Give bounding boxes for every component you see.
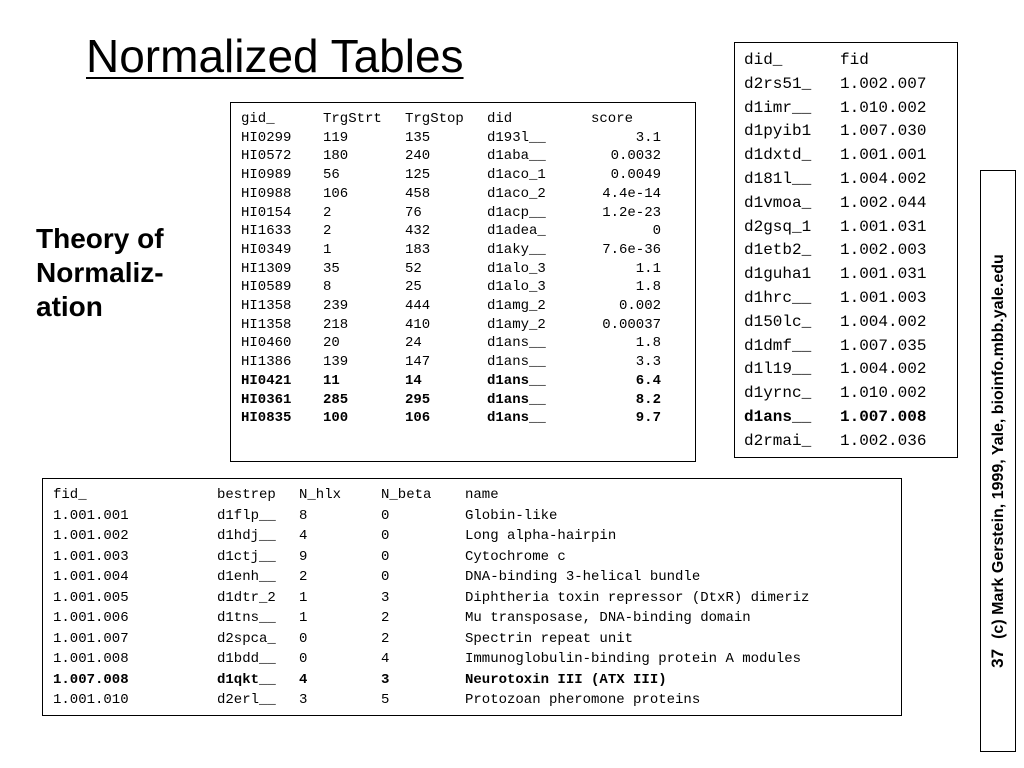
table-cell: d1flp__ — [217, 507, 276, 524]
table-cell: d1ans__ — [487, 372, 546, 389]
table-cell: 1.004.002 — [840, 312, 927, 331]
table-cell: d1ans__ — [487, 354, 546, 371]
table-cell: 14 — [405, 372, 422, 389]
table-cell: 1.007.035 — [840, 336, 927, 355]
table-cell: 135 — [405, 129, 431, 146]
table-cell: d1l19__ — [744, 360, 812, 379]
table-cell: 0.0032 — [610, 148, 661, 165]
table-cell: 1.004.002 — [840, 169, 927, 188]
table-row — [744, 430, 948, 454]
table-cell: HI0349 — [241, 241, 292, 258]
table-row — [241, 204, 685, 223]
slide-number: 37 — [988, 648, 1007, 668]
table-cell: 1.001.031 — [840, 217, 927, 236]
table-cell: Globin-like — [465, 507, 558, 524]
table-cell: d1ans__ — [744, 407, 812, 426]
table-cell: 3.3 — [635, 354, 661, 371]
table-row — [241, 278, 685, 297]
table-cell: d1alo_3 — [487, 260, 546, 277]
table-row — [241, 260, 685, 279]
section-heading — [36, 222, 164, 324]
table-cell: 139 — [323, 354, 349, 371]
table-cell: 100 — [323, 410, 349, 427]
table-cell: 1.001.002 — [53, 528, 129, 544]
table-cell: 7.6e-36 — [602, 241, 661, 258]
table-row — [744, 216, 948, 240]
table-cell: 8 — [299, 507, 308, 524]
table-cell: HI1358 — [241, 298, 292, 315]
table-cell: 35 — [323, 260, 340, 277]
table-cell: 24 — [405, 335, 422, 352]
table-cell: 8.2 — [635, 391, 661, 408]
section-heading-line: ation — [36, 291, 103, 322]
column-header: name — [465, 487, 499, 503]
table-cell: 8 — [323, 279, 332, 296]
table-row — [53, 588, 891, 609]
table-cell: 1.002.007 — [840, 74, 927, 93]
table-cell: 1.001.004 — [53, 569, 129, 585]
table-cell: d2rs51_ — [744, 74, 812, 93]
table-row — [53, 670, 891, 691]
table-cell: 1.001.007 — [53, 630, 129, 647]
table-cell: 218 — [323, 316, 349, 333]
column-header: score — [591, 111, 634, 127]
table-cell: 0 — [381, 507, 390, 524]
table-cell: d1qkt__ — [217, 671, 276, 688]
section-heading-line: Normaliz- — [36, 257, 164, 288]
table-cell: 458 — [405, 185, 431, 202]
table-cell: 0.0049 — [610, 167, 661, 184]
table-cell: d1aco_2 — [487, 185, 546, 202]
table-cell: 1.001.003 — [53, 548, 129, 565]
table-row — [241, 372, 685, 391]
table-cell: d1hrc__ — [744, 288, 812, 307]
column-header: gid_ — [241, 111, 275, 127]
table-cell: 125 — [405, 167, 431, 184]
table-row — [744, 168, 948, 192]
table-cell: 1 — [323, 241, 332, 258]
table-cell: 1.8 — [635, 279, 661, 296]
table-row — [53, 629, 891, 650]
table-row — [744, 73, 948, 97]
table-row — [241, 166, 685, 185]
slide-title: Normalized Tables — [86, 30, 464, 82]
table-cell: d193l__ — [487, 129, 546, 146]
table-row — [53, 526, 891, 547]
table-cell: d1ans__ — [487, 335, 546, 352]
table-row — [241, 409, 685, 428]
table-cell: HI0460 — [241, 335, 292, 352]
table-cell: d1aco_1 — [487, 167, 546, 184]
table-cell: HI0589 — [241, 279, 292, 296]
table-cell: d1ans__ — [487, 410, 546, 427]
table-cell: d1dtr_2 — [217, 589, 276, 606]
table-cell: 285 — [323, 391, 349, 408]
table-cell: HI0989 — [241, 167, 292, 184]
table-cell: d1ctj__ — [217, 548, 276, 565]
table-cell: 1.007.030 — [840, 122, 927, 141]
table-row — [53, 567, 891, 588]
table-row — [53, 506, 891, 527]
table-cell: 3 — [381, 671, 390, 688]
table-row — [744, 406, 948, 430]
table-cell: 4 — [381, 651, 390, 667]
table-cell: Mu transposase, DNA-binding domain — [465, 610, 751, 626]
table-cell: 183 — [405, 241, 431, 258]
table-cell: 1.007.008 — [53, 671, 129, 688]
table-cell: d1dxtd_ — [744, 146, 812, 165]
table-row — [241, 334, 685, 353]
table-cell: d150lc_ — [744, 312, 812, 331]
column-header: N_hlx — [299, 487, 342, 503]
table-row — [241, 391, 685, 410]
table-cell: DNA-binding 3-helical bundle — [465, 569, 701, 585]
table-row — [241, 297, 685, 316]
table-cell: 1.001.031 — [840, 265, 927, 284]
table-cell: d1dmf__ — [744, 336, 812, 355]
table-cell: d1hdj__ — [217, 528, 276, 544]
table-cell: d1ans__ — [487, 391, 546, 408]
domain-fid-table — [734, 42, 958, 458]
table-row — [744, 311, 948, 335]
table-cell: d1pyib1 — [744, 122, 812, 141]
table-cell: d2gsq_1 — [744, 217, 812, 236]
table-cell: 52 — [405, 260, 422, 277]
table-cell: d2erl__ — [217, 692, 276, 708]
table-cell: HI0835 — [241, 410, 292, 427]
table-cell: 6.4 — [635, 372, 661, 389]
table-cell: 1.001.010 — [53, 692, 129, 708]
table-cell: HI0988 — [241, 185, 292, 202]
table-cell: 240 — [405, 148, 431, 165]
table-cell: 239 — [323, 298, 349, 315]
table-cell: HI0572 — [241, 148, 292, 165]
table-cell: 9.7 — [635, 410, 661, 427]
table-cell: 5 — [381, 692, 390, 708]
table-cell: 3 — [381, 589, 390, 606]
table-cell: 1.001.008 — [53, 651, 129, 667]
table-cell: 119 — [323, 129, 349, 146]
table-cell: 0 — [652, 223, 661, 240]
table-cell: 106 — [323, 185, 349, 202]
table-cell: 3 — [299, 692, 308, 708]
table-cell: 1.001.001 — [840, 146, 927, 165]
table-row — [744, 120, 948, 144]
table-cell: 295 — [405, 391, 431, 408]
table-cell: 1.002.036 — [840, 431, 927, 450]
column-header: fid_ — [53, 487, 87, 503]
table-cell: 1.007.008 — [840, 407, 927, 426]
table-cell: HI0421 — [241, 372, 292, 389]
hits-table — [230, 102, 696, 462]
table-row — [744, 192, 948, 216]
table-cell: d181l__ — [744, 169, 812, 188]
table-cell: 1.001.001 — [53, 507, 129, 524]
column-header: did — [487, 111, 513, 127]
table-cell: d1aba__ — [487, 148, 546, 165]
table-cell: 0 — [299, 630, 308, 647]
table-cell: 1.001.003 — [840, 288, 927, 307]
table-cell: 1.010.002 — [840, 98, 927, 117]
credit-sidebar — [980, 170, 1016, 752]
table-cell: 0 — [381, 548, 390, 565]
table-cell: 444 — [405, 298, 431, 315]
table-cell: 1.001.006 — [53, 610, 129, 626]
table-cell: 3.1 — [635, 129, 661, 146]
table-header-row — [53, 485, 891, 506]
table-cell: 11 — [323, 372, 340, 389]
table-cell: 0.002 — [618, 298, 661, 315]
table-cell: Protozoan pheromone proteins — [465, 692, 701, 708]
table-row — [53, 547, 891, 568]
table-cell: 2 — [381, 630, 390, 647]
table-row — [744, 382, 948, 406]
table-cell: 25 — [405, 279, 422, 296]
table-row — [744, 239, 948, 263]
column-header: fid — [840, 51, 869, 69]
table-row — [241, 185, 685, 204]
table-cell: d1amy_2 — [487, 316, 546, 333]
table-cell: 2 — [299, 569, 308, 585]
table-row — [744, 358, 948, 382]
table-cell: 4.4e-14 — [602, 185, 661, 202]
credit-line: (c) Mark Gerstein, 1999, Yale, bioinfo.mbb.yale.edu — [990, 254, 1007, 639]
table-row — [53, 690, 891, 711]
table-cell: 56 — [323, 167, 340, 184]
table-cell: 1 — [299, 589, 308, 606]
table-cell: Cytochrome c — [465, 548, 566, 565]
table-row — [744, 263, 948, 287]
table-row — [241, 353, 685, 372]
column-header: did_ — [744, 51, 783, 69]
table-cell: HI0154 — [241, 204, 292, 221]
table-cell: d1enh__ — [217, 569, 276, 585]
table-cell: Diphtheria toxin repressor (DtxR) dimeriz — [465, 589, 810, 606]
table-cell: 4 — [299, 671, 308, 688]
table-row — [744, 335, 948, 359]
table-cell: d1guha1 — [744, 265, 812, 284]
table-cell: 1.004.002 — [840, 360, 927, 379]
table-row — [241, 316, 685, 335]
table-cell: d1bdd__ — [217, 651, 276, 667]
table-cell: 147 — [405, 354, 431, 371]
table-cell: d2spca_ — [217, 630, 276, 647]
table-cell: d1adea_ — [487, 223, 546, 240]
table-cell: d1tns__ — [217, 610, 276, 626]
table-cell: d1vmoa_ — [744, 193, 812, 212]
table-row — [744, 97, 948, 121]
table-header-row — [241, 110, 685, 129]
table-cell: 0 — [381, 569, 390, 585]
column-header: N_beta — [381, 487, 432, 503]
table-cell: 432 — [405, 223, 431, 240]
table-cell: 106 — [405, 410, 431, 427]
table-cell: 2 — [323, 223, 332, 240]
table-cell: 1.002.003 — [840, 241, 927, 260]
table-row — [241, 241, 685, 260]
table-cell: HI1633 — [241, 223, 292, 240]
table-cell: 1.2e-23 — [602, 204, 661, 221]
credit-text — [988, 254, 1008, 668]
table-cell: d1amg_2 — [487, 298, 546, 315]
table-cell: 1.1 — [635, 260, 661, 277]
table-header-row — [744, 49, 948, 73]
table-cell: 1 — [299, 610, 308, 626]
table-row — [744, 144, 948, 168]
table-cell: 1.001.005 — [53, 589, 129, 606]
table-cell: d1yrnc_ — [744, 384, 812, 403]
table-cell: HI1309 — [241, 260, 292, 277]
table-cell: 0.00037 — [602, 316, 661, 333]
family-table — [42, 478, 902, 716]
table-row — [53, 608, 891, 629]
table-row — [241, 222, 685, 241]
table-cell: 76 — [405, 204, 422, 221]
table-cell: 0 — [299, 651, 308, 667]
table-cell: HI1358 — [241, 316, 292, 333]
table-row — [241, 147, 685, 166]
table-cell: 410 — [405, 316, 431, 333]
table-cell: 1.010.002 — [840, 384, 927, 403]
table-cell: d1acp__ — [487, 204, 546, 221]
table-cell: 20 — [323, 335, 340, 352]
column-header: TrgStop — [405, 111, 464, 127]
table-cell: d1etb2_ — [744, 241, 812, 260]
table-cell: 180 — [323, 148, 349, 165]
table-cell: 4 — [299, 528, 308, 544]
table-row — [53, 649, 891, 670]
section-heading-line: Theory of — [36, 223, 164, 254]
table-cell: Long alpha-hairpin — [465, 528, 617, 544]
table-cell: d2rmai_ — [744, 431, 812, 450]
table-row — [241, 129, 685, 148]
table-cell: 0 — [381, 528, 390, 544]
table-cell: 2 — [323, 204, 332, 221]
column-header: bestrep — [217, 487, 276, 503]
table-cell: Spectrin repeat unit — [465, 630, 634, 647]
table-cell: d1aky__ — [487, 241, 546, 258]
table-cell: 2 — [381, 610, 390, 626]
table-cell: HI0361 — [241, 391, 292, 408]
table-cell: HI1386 — [241, 354, 292, 371]
table-row — [744, 287, 948, 311]
table-cell: Neurotoxin III (ATX III) — [465, 671, 667, 688]
table-cell: HI0299 — [241, 129, 292, 146]
table-cell: d1imr__ — [744, 98, 812, 117]
table-cell: 1.8 — [635, 335, 661, 352]
table-cell: 1.002.044 — [840, 193, 927, 212]
table-cell: d1alo_3 — [487, 279, 546, 296]
table-cell: 9 — [299, 548, 308, 565]
column-header: TrgStrt — [323, 111, 382, 127]
table-cell: Immunoglobulin-binding protein A modules — [465, 651, 802, 667]
